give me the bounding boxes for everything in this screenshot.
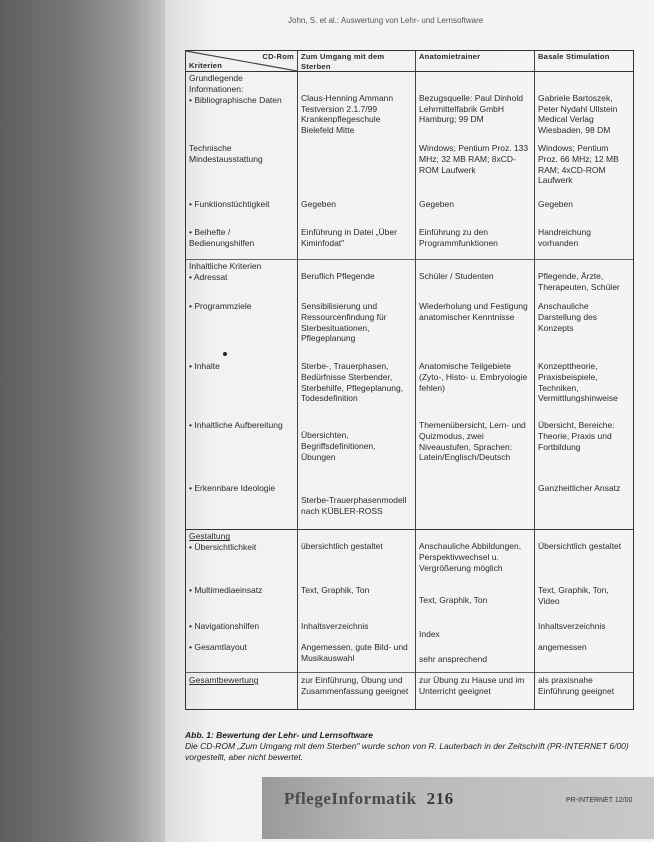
journal-name: PflegeInformatik [284,789,417,808]
table-cell: Anatomische Teilgebiete (Zyto-, Histo- u. Embryologie fehlen) [416,359,535,419]
table-row [186,72,634,136]
table-cell [535,530,634,582]
footer-journal-title [284,789,454,809]
cell-text: Bezugsquelle: Paul Dinhold Lehrmittelfabrik GmbH Hamburg; 99 DM [419,93,523,125]
table-row [186,359,634,419]
table-cell: Konzepttheorie, Praxisbeispiele, Techniken, Vermittlungshinweise [535,359,634,419]
row-label: • Gesamtlayout [186,640,298,673]
table-cell: Index [416,615,535,640]
row-label: • Inhaltliche Aufbereitung [186,419,298,482]
table-cell: Gegeben [298,191,416,221]
table-cell: als praxisnahe Einführung geeignet [535,672,634,709]
table-row [186,640,634,673]
row-label: • Beihefte / Bedienungshilfen [186,221,298,260]
corner-cd-rom-label: CD-Rom [262,52,294,61]
table-cell [416,260,535,298]
cell-text: Sterbe-Trauerphasenmodell nach KÜBLER-ROSS [301,495,407,516]
row-label [186,72,298,136]
table-cell: Einführung zu den Programmfunktionen [416,221,535,260]
table-row [186,615,634,640]
book-spine-shadow [0,0,172,842]
table-cell [298,482,416,530]
table-cell: Inhaltsverzeichnis [298,615,416,640]
table-cell [298,419,416,482]
table-row [186,297,634,359]
row-label-text: • Adressat [189,271,228,282]
table-cell [298,135,416,191]
table-cell: Handreichung vorhanden [535,221,634,260]
table-cell: Übersicht, Bereiche: Theorie, Praxis und Fortbildung [535,419,634,482]
table-row [186,419,634,482]
page-number: 216 [426,789,454,808]
table-cell: Inhaltsverzeichnis [535,615,634,640]
corner-kriterien-label: Kriterien [189,60,223,70]
row-label [186,260,298,298]
row-label: Technische Mindestausstattung [186,135,298,191]
cell-text: Pflegende, Ärzte, Therapeuten, Schüler [538,271,620,292]
table-cell: Text, Graphik, Ton, Video [535,581,634,615]
caption-title: Abb. 1: Bewertung der Lehr- und Lernsoftware [185,730,373,740]
table-cell: Einführung in Datei „Über Kiminfodat" [298,221,416,260]
cell-text: Übersichtlich gestaltet [538,541,622,552]
row-label: • Funktionstüchtigkeit [186,191,298,221]
table-cell: Windows; Pentium Proz. 66 MHz; 12 MB RAM; 4xCD-ROM Laufwerk [535,135,634,191]
row-label-text: Gesamtbewertung [189,674,259,685]
table-row [186,581,634,615]
table-cell: Sensibilisierung und Ressourcenfindung für Sterbesituationen, Pflegeplanung [298,297,416,359]
cell-text: Übersichten, Begriffsdefinitionen, Übungen [301,430,376,462]
table-cell [416,72,535,136]
cell-text: Gabriele Bartoszek, Peter Nydahl Ullstein Medical Verlag Wiesbaden, 98 DM [538,93,618,135]
cell-text: Anschauliche Abbildungen, Perspektivwechsel u. Vergrößerung möglich [419,541,522,573]
table-cell [298,530,416,582]
table-cell [535,72,634,136]
table-cell: Text, Graphik, Ton [298,581,416,615]
table-cell: Ganzheitlicher Ansatz [535,482,634,530]
stray-dot [223,352,227,356]
column-header: Zum Umgang mit dem Sterben [298,51,416,72]
table-cell [535,260,634,298]
table-cell: angemessen [535,640,634,673]
section-title: Grundlegende Informationen: [189,73,244,94]
table-cell [298,260,416,298]
row-label: • Navigationshilfen [186,615,298,640]
cell-text: Schüler / Studenten [419,271,494,282]
row-label: • Erkennbare Ideologie [186,482,298,530]
caption-text: Die CD-ROM „Zum Umgang mit dem Sterben" wurde schon von R. Lauterbach in der Zeitschrift (PR-INTERNET 6/00) vorgestellt, aber nicht bewertet. [185,741,629,762]
table-cell [416,482,535,530]
table-cell: Angemessen, gute Bild- und Musikauswahl [298,640,416,673]
figure-caption [185,730,647,763]
table-cell: Text, Graphik, Ton [416,581,535,615]
table-row [186,672,634,709]
row-label: • Programmziele [186,297,298,359]
table-cell: zur Einführung, Übung und Zusammenfassung geeignet [298,672,416,709]
row-label: • Multimediaeinsatz [186,581,298,615]
table-row [186,221,634,260]
table-header-row [186,51,634,72]
table-cell [298,72,416,136]
table-cell: Gegeben [416,191,535,221]
table-cell: Sterbe-, Trauerphasen, Bedürfnisse Sterbender, Sterbehilfe, Pflegeplanung, Todesdefinition [298,359,416,419]
row-label-text: • Übersichtlichkeit [189,541,257,552]
cell-text: Beruflich Pflegende [301,271,375,282]
evaluation-table [185,50,634,710]
table-cell: Themenübersicht, Lern- und Quizmodus, zwei Niveaustufen, Sprachen: Latein/Englisch/Deutsch [416,419,535,482]
table-cell: sehr ansprechend [416,640,535,673]
table-row [186,135,634,191]
column-header: Basale Stimulation [535,51,634,72]
section-title: Gestaltung [189,531,231,542]
row-label [186,672,298,709]
cell-text: Claus-Henning Ammann Testversion 2.1.7/99 Krankenpflegeschule Bielefeld Mitte [301,93,394,135]
table-cell: Gegeben [535,191,634,221]
column-header: Anatomietrainer [416,51,535,72]
table-cell: Anschauliche Darstellung des Konzepts [535,297,634,359]
corner-cell [186,51,298,72]
footer-issue: PR-INTERNET 12/00 [566,797,633,804]
cell-text: übersichtlich gestaltet [301,541,383,552]
table-row [186,482,634,530]
table-row [186,191,634,221]
row-label [186,530,298,582]
running-head: John, S. et al.: Auswertung von Lehr- und Lernsoftware [288,16,484,25]
section-title: Inhaltliche Kriterien [189,261,262,272]
table-cell: Wiederholung und Festigung anatomischer Kenntnisse [416,297,535,359]
table-cell [416,530,535,582]
row-label-text: • Bibliographische Daten [189,95,282,106]
row-label: • Inhalte [186,359,298,419]
table-cell: Windows; Pentium Proz. 133 MHz; 32 MB RAM; 8xCD-ROM Laufwerk [416,135,535,191]
table-row [186,260,634,298]
table-row [186,530,634,582]
table-cell: zur Übung zu Hause und im Unterricht geeignet [416,672,535,709]
